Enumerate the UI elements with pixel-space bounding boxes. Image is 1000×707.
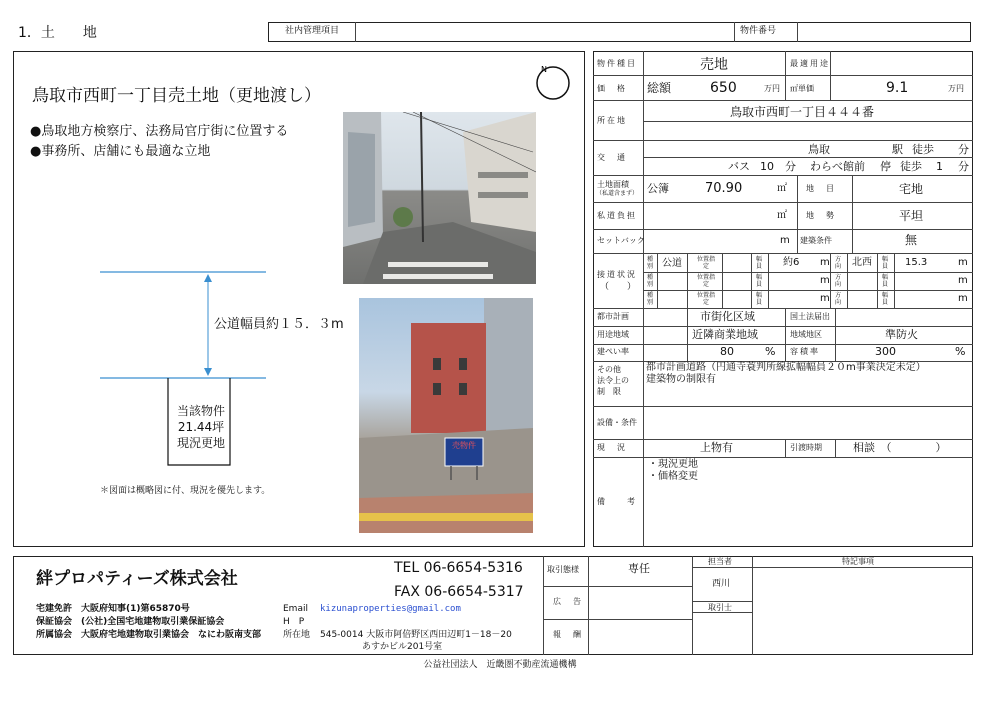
ad-label: 広 告 bbox=[553, 597, 583, 606]
road-2-pos-label: 位置指定 bbox=[697, 274, 716, 288]
address-label: 所在地 bbox=[283, 630, 311, 640]
section-title: 1．土 地 bbox=[18, 25, 97, 41]
road-1-width: 約6 bbox=[783, 257, 800, 268]
road-3-frontage-label: 幅員 bbox=[882, 292, 889, 306]
unit-price-value: 9.1 bbox=[886, 80, 909, 96]
chimoku-label: 地 目 bbox=[806, 184, 836, 193]
handover-value: 相談 （ ） bbox=[853, 441, 947, 454]
mgmt-label: 社内管理項目 bbox=[285, 26, 340, 36]
license: 宅建免許 大阪府知事(1)第65870号 bbox=[36, 604, 190, 614]
road-sub: （ ） bbox=[600, 282, 637, 292]
district-value: 準防火 bbox=[885, 328, 918, 341]
road-1-frontage: 15.3 bbox=[905, 257, 928, 268]
address-label: 所在地 bbox=[597, 116, 627, 125]
road-3-unit2: m bbox=[958, 293, 968, 304]
min-unit-2: 分 bbox=[958, 160, 969, 173]
facility-label: 設備・条件 bbox=[597, 418, 637, 427]
road-2-unit2: m bbox=[958, 275, 968, 286]
lot-label-2: 21.44坪 bbox=[177, 420, 225, 434]
road-width-label: 公道幅員約１５．３m bbox=[214, 317, 344, 332]
road-2-frontage-label: 幅員 bbox=[882, 274, 889, 288]
far-value: 300 bbox=[875, 345, 896, 358]
private-road-label: 私道負担 bbox=[597, 211, 637, 220]
current-label: 現 況 bbox=[597, 443, 627, 452]
road-1-unit: m bbox=[820, 257, 830, 268]
bus-unit: 分 bbox=[785, 160, 796, 173]
transport-label: 交 通 bbox=[597, 153, 627, 162]
diagram-note: ＊図面は概略図に付、現況を優先します。 bbox=[100, 486, 271, 496]
type-value: 売地 bbox=[700, 57, 728, 73]
road-2-unit: m bbox=[820, 275, 830, 286]
header-bar bbox=[268, 22, 971, 42]
bus-label: バス bbox=[728, 160, 750, 173]
company-address-1: 545-0014 大阪市阿倍野区西田辺町1－18－20 bbox=[320, 630, 512, 640]
street-photo bbox=[343, 112, 536, 284]
price-prefix: 総額 bbox=[647, 81, 672, 95]
land-area-label: 土地面積 bbox=[597, 180, 629, 189]
property-no-label: 物件番号 bbox=[740, 26, 777, 36]
min-unit-1: 分 bbox=[958, 143, 969, 156]
staff-value: 西川 bbox=[712, 579, 731, 589]
company-name: 絆プロパティーズ株式会社 bbox=[36, 569, 238, 589]
handover-label: 引渡時期 bbox=[790, 443, 822, 452]
price-label: 価 格 bbox=[597, 84, 627, 93]
road-1-kind: 公道 bbox=[662, 258, 682, 269]
association: 所属協会 大阪府宅地建物取引業協会 なにわ阪南支部 bbox=[36, 630, 262, 640]
current-value: 上物有 bbox=[700, 441, 733, 454]
lot-label-3: 現況更地 bbox=[176, 436, 225, 450]
road-2-width-label: 幅員 bbox=[756, 274, 763, 288]
road-1-dir-label: 方向 bbox=[835, 256, 842, 270]
sign-text: 売物件 bbox=[452, 441, 476, 450]
road-3-unit: m bbox=[820, 293, 830, 304]
use-label: 最適用途 bbox=[790, 59, 830, 68]
special-label: 特記事項 bbox=[842, 557, 874, 566]
trader-label: 取引士 bbox=[708, 603, 732, 612]
walk-label-1: 徒歩 bbox=[912, 143, 934, 156]
bcr-unit: % bbox=[765, 345, 776, 358]
listing-title: 鳥取市西町一丁目売土地（更地渡し） bbox=[32, 86, 321, 106]
compass-n: N bbox=[541, 65, 547, 74]
road-3-kind-label: 種別 bbox=[647, 292, 654, 306]
bullet-1: ●鳥取地方検察庁、法務局官庁街に位置する bbox=[30, 124, 289, 139]
road-2-kind-label: 種別 bbox=[647, 274, 654, 288]
fee-label: 報 酬 bbox=[553, 630, 583, 639]
bcr-value: 80 bbox=[720, 345, 734, 358]
compass-icon bbox=[534, 63, 572, 101]
road-1-dir: 北西 bbox=[852, 257, 872, 268]
bus-mins: 10 bbox=[760, 160, 774, 173]
bcr-label: 建ぺい率 bbox=[597, 347, 629, 356]
footer-org: 公益社団法人 近畿圏不動産流通機構 bbox=[423, 660, 577, 670]
road-3-pos-label: 位置指定 bbox=[697, 292, 716, 306]
other-law-label-2: 法令上の bbox=[597, 376, 629, 385]
land-area-unit: ㎡ bbox=[777, 183, 787, 194]
setback-label: セットバック bbox=[597, 236, 645, 245]
land-area-value: 70.90 bbox=[705, 181, 743, 196]
city-plan-value: 市街化区域 bbox=[700, 310, 755, 323]
road-1-frontage-label: 幅員 bbox=[882, 256, 889, 270]
station-suffix: 駅 bbox=[892, 143, 903, 156]
road-label: 接道状況 bbox=[597, 270, 637, 279]
unit-price-label: ㎡単価 bbox=[790, 84, 814, 93]
bullet-2: ●事務所、店舗にも最適な立地 bbox=[30, 144, 211, 159]
bus-stop: わらべ館前 bbox=[810, 160, 865, 173]
company-tel: TEL 06-6654-5316 bbox=[394, 560, 523, 576]
company-fax: FAX 06-6654-5317 bbox=[394, 584, 524, 600]
lot-label-1: 当該物件 bbox=[176, 404, 225, 418]
district-label: 地域地区 bbox=[790, 330, 822, 339]
other-law-label-3: 制 限 bbox=[597, 387, 621, 396]
terrain-label: 地 勢 bbox=[806, 211, 836, 220]
address-value: 鳥取市西町一丁目４４４番 bbox=[730, 105, 875, 119]
terrain-value: 平坦 bbox=[899, 209, 924, 223]
stop-suffix: 停 bbox=[880, 160, 891, 173]
building-cond-value: 無 bbox=[905, 233, 918, 247]
price-unit: 万円 bbox=[764, 84, 780, 93]
remarks-label: 備 考 bbox=[597, 497, 637, 506]
land-area-prefix: 公簿 bbox=[647, 182, 669, 195]
company-address-2: あすかビル201号室 bbox=[362, 642, 443, 652]
other-law-value-2: 建築物の制限有 bbox=[646, 374, 716, 385]
other-law-value-1: 都市計画道路（円通寺蓑判所線拡幅幅員２０m事業決定未定） bbox=[646, 362, 926, 373]
walk-label-2: 徒歩 bbox=[900, 160, 922, 173]
chimoku-value: 宅地 bbox=[899, 182, 924, 196]
building-cond-label: 建築条件 bbox=[800, 236, 832, 245]
email-link[interactable]: kizunaproperties@gmail.com bbox=[320, 604, 461, 614]
road-3-width-label: 幅員 bbox=[756, 292, 763, 306]
deal-label: 取引態様 bbox=[547, 565, 579, 574]
setback-unit: m bbox=[780, 235, 790, 246]
zoning-label: 用途地域 bbox=[597, 330, 629, 339]
hp-label: H P bbox=[283, 617, 305, 627]
far-label: 容積率 bbox=[790, 347, 820, 356]
walk-mins: 1 bbox=[936, 160, 943, 173]
deal-value: 専任 bbox=[628, 562, 650, 575]
zoning-value: 近隣商業地域 bbox=[692, 328, 758, 341]
remark-2: ・価格変更 bbox=[648, 471, 698, 482]
road-1-pos-label: 位置指定 bbox=[697, 256, 716, 270]
far-unit: % bbox=[955, 345, 966, 358]
station-name: 鳥取 bbox=[808, 143, 830, 156]
unit-price-unit: 万円 bbox=[948, 84, 964, 93]
private-road-unit: ㎡ bbox=[777, 210, 787, 221]
land-area-sub: （私道含まず） bbox=[596, 190, 639, 197]
lot-photo bbox=[359, 298, 533, 533]
road-2-dir-label: 方向 bbox=[835, 274, 842, 288]
staff-label: 担当者 bbox=[708, 557, 732, 566]
guarantee: 保証協会 (公社)全国宅地建物取引業保証協会 bbox=[36, 617, 225, 627]
road-1-unit2: m bbox=[958, 257, 968, 268]
land-law-label: 国土法届出 bbox=[790, 312, 830, 321]
email-label: Email bbox=[283, 604, 308, 614]
road-3-dir-label: 方向 bbox=[835, 292, 842, 306]
type-label: 物件種目 bbox=[597, 59, 637, 68]
road-1-kind-label: 種別 bbox=[647, 256, 654, 270]
remark-1: ・現況更地 bbox=[648, 459, 698, 470]
road-1-width-label: 幅員 bbox=[756, 256, 763, 270]
price-value: 650 bbox=[710, 80, 737, 96]
other-law-label-1: その他 bbox=[597, 365, 621, 374]
city-plan-label: 都市計画 bbox=[597, 312, 629, 321]
